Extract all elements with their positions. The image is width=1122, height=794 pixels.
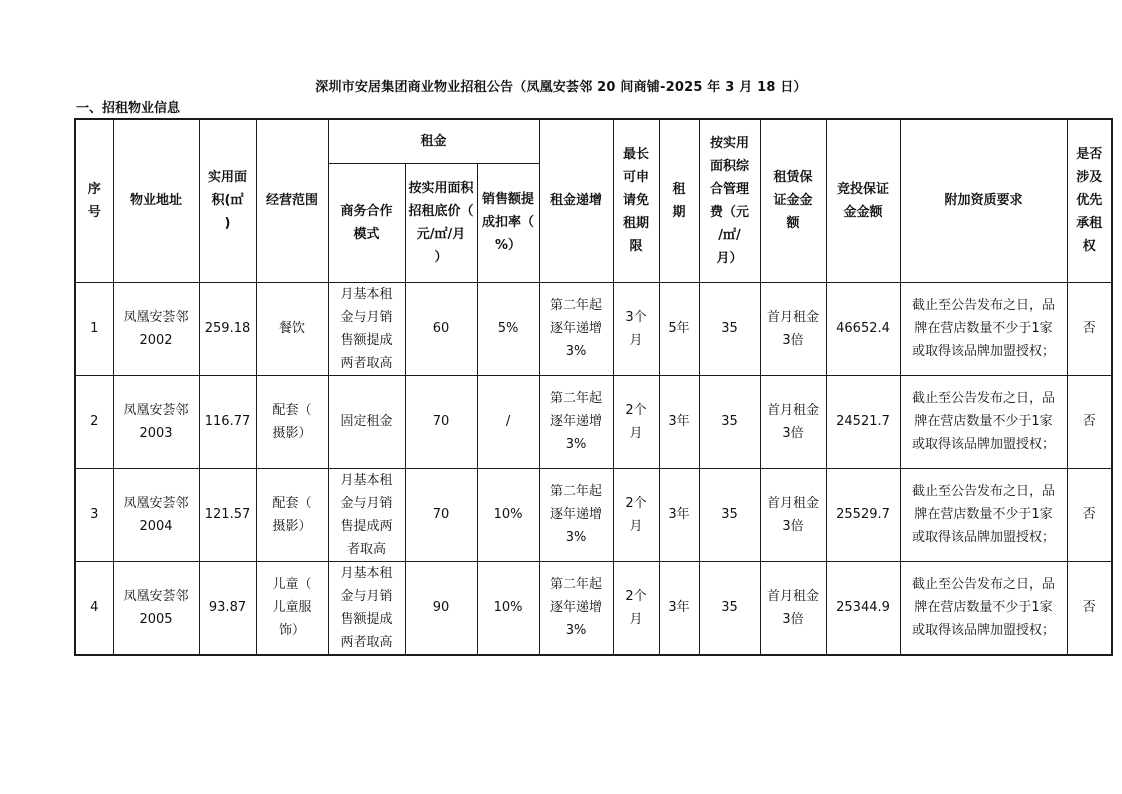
table-row xyxy=(75,561,1112,655)
cell-commission: / xyxy=(477,375,539,468)
cell-scope: 儿童（ 儿童服 饰） xyxy=(256,561,328,655)
cell-seq: 1 xyxy=(75,282,113,375)
cell-base-price: 60 xyxy=(405,282,477,375)
cell-bid-deposit: 24521.7 xyxy=(826,375,900,468)
cell-extra-req: 截止至公告发布之日，品 牌在营店数量不少于1家 或取得该品牌加盟授权； xyxy=(900,561,1067,655)
header-extra-req: 附加资质要求 xyxy=(900,119,1067,282)
cell-seq: 2 xyxy=(75,375,113,468)
cell-base-price: 70 xyxy=(405,468,477,561)
cell-base-price: 90 xyxy=(405,561,477,655)
cell-scope: 配套（ 摄影） xyxy=(256,375,328,468)
header-bid-deposit: 竞投保证 金金额 xyxy=(826,119,900,282)
cell-increase: 第二年起 逐年递增 3% xyxy=(539,468,613,561)
header-priority: 是否 涉及 优先 承租 权 xyxy=(1067,119,1112,282)
cell-bid-deposit: 46652.4 xyxy=(826,282,900,375)
cell-commission: 10% xyxy=(477,468,539,561)
table-row xyxy=(75,468,1112,561)
cell-mgmt-fee: 35 xyxy=(699,375,760,468)
cell-priority: 否 xyxy=(1067,375,1112,468)
header-rent-group: 租金 xyxy=(328,119,539,163)
cell-term: 3年 xyxy=(659,468,699,561)
cell-seq: 3 xyxy=(75,468,113,561)
header-commission: 销售额提 成扣率（ %） xyxy=(477,163,539,282)
header-scope: 经营范围 xyxy=(256,119,328,282)
cell-free-period: 2个 月 xyxy=(613,468,659,561)
rental-properties-table xyxy=(74,118,1113,656)
cell-commission: 5% xyxy=(477,282,539,375)
cell-increase: 第二年起 逐年递增 3% xyxy=(539,375,613,468)
cell-mgmt-fee: 35 xyxy=(699,561,760,655)
header-area: 实用面 积(㎡ ) xyxy=(199,119,256,282)
cell-free-period: 2个 月 xyxy=(613,561,659,655)
cell-coop-mode: 月基本租 金与月销 售额提成 两者取高 xyxy=(328,282,405,375)
section-heading: 一、招租物业信息 xyxy=(76,101,181,116)
table-row xyxy=(75,282,1112,375)
cell-mgmt-fee: 35 xyxy=(699,468,760,561)
cell-address: 凤凰安荟邻 2005 xyxy=(113,561,199,655)
cell-extra-req: 截止至公告发布之日，品 牌在营店数量不少于1家 或取得该品牌加盟授权； xyxy=(900,468,1067,561)
cell-seq: 4 xyxy=(75,561,113,655)
cell-commission: 10% xyxy=(477,561,539,655)
cell-term: 5年 xyxy=(659,282,699,375)
cell-increase: 第二年起 逐年递增 3% xyxy=(539,561,613,655)
cell-priority: 否 xyxy=(1067,282,1112,375)
header-term: 租 期 xyxy=(659,119,699,282)
header-seq: 序 号 xyxy=(75,119,113,282)
cell-bid-deposit: 25344.9 xyxy=(826,561,900,655)
header-free-period: 最长 可申 请免 租期 限 xyxy=(613,119,659,282)
cell-extra-req: 截止至公告发布之日，品 牌在营店数量不少于1家 或取得该品牌加盟授权； xyxy=(900,375,1067,468)
header-base-price: 按实用面积 招租底价（ 元/㎡/月 ） xyxy=(405,163,477,282)
cell-address: 凤凰安荟邻 2004 xyxy=(113,468,199,561)
cell-priority: 否 xyxy=(1067,561,1112,655)
header-lease-deposit: 租赁保 证金金 额 xyxy=(760,119,826,282)
table-row xyxy=(75,375,1112,468)
cell-coop-mode: 月基本租 金与月销 售提成两 者取高 xyxy=(328,468,405,561)
cell-bid-deposit: 25529.7 xyxy=(826,468,900,561)
cell-term: 3年 xyxy=(659,375,699,468)
cell-mgmt-fee: 35 xyxy=(699,282,760,375)
document-title: 深圳市安居集团商业物业招租公告（凤凰安荟邻 20 间商铺-2025 年 3 月 18 日） xyxy=(315,80,807,95)
cell-extra-req: 截止至公告发布之日，品 牌在营店数量不少于1家 或取得该品牌加盟授权； xyxy=(900,282,1067,375)
cell-address: 凤凰安荟邻 2002 xyxy=(113,282,199,375)
header-address: 物业地址 xyxy=(113,119,199,282)
cell-lease-deposit: 首月租金 3倍 xyxy=(760,561,826,655)
cell-area: 116.77 xyxy=(199,375,256,468)
cell-coop-mode: 月基本租 金与月销 售额提成 两者取高 xyxy=(328,561,405,655)
cell-scope: 配套（ 摄影） xyxy=(256,468,328,561)
cell-priority: 否 xyxy=(1067,468,1112,561)
cell-area: 259.18 xyxy=(199,282,256,375)
cell-area: 121.57 xyxy=(199,468,256,561)
header-coop-mode: 商务合作 模式 xyxy=(328,163,405,282)
cell-coop-mode: 固定租金 xyxy=(328,375,405,468)
header-increase: 租金递增 xyxy=(539,119,613,282)
cell-lease-deposit: 首月租金 3倍 xyxy=(760,282,826,375)
cell-base-price: 70 xyxy=(405,375,477,468)
cell-lease-deposit: 首月租金 3倍 xyxy=(760,468,826,561)
cell-increase: 第二年起 逐年递增 3% xyxy=(539,282,613,375)
header-mgmt-fee: 按实用 面积综 合管理 费（元 /㎡/ 月） xyxy=(699,119,760,282)
cell-scope: 餐饮 xyxy=(256,282,328,375)
cell-free-period: 2个 月 xyxy=(613,375,659,468)
cell-address: 凤凰安荟邻 2003 xyxy=(113,375,199,468)
cell-lease-deposit: 首月租金 3倍 xyxy=(760,375,826,468)
cell-free-period: 3个 月 xyxy=(613,282,659,375)
cell-area: 93.87 xyxy=(199,561,256,655)
cell-term: 3年 xyxy=(659,561,699,655)
